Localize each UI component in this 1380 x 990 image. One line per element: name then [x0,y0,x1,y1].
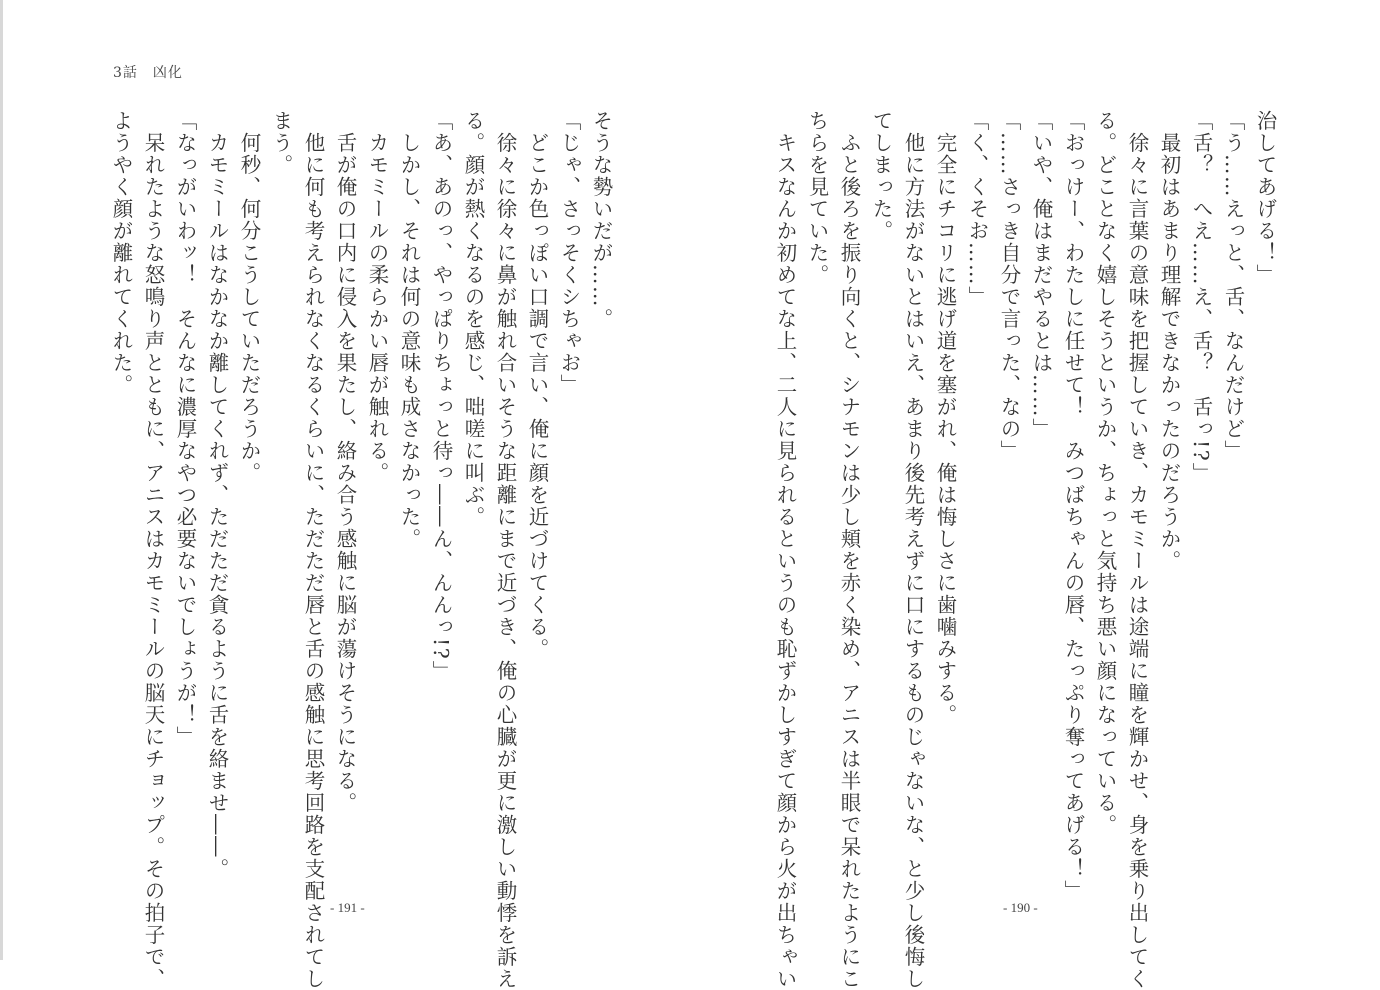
text-line: ちらを見ていた。 [805,110,829,286]
text-line: 「……さっき自分で言った、なの」 [997,110,1021,462]
text-line: 「あ、あのっ、やっぱりちょっと待っ――ん、んんっ!?」 [429,110,453,683]
text-line: 舌が俺の口内に侵入を果たし、絡み合う感触に脳が蕩けそうになる。 [333,110,357,814]
text-line: 徐々に言葉の意味を把握していき、カモミールは途端に瞳を輝かせ、身を乗り出してく [1125,110,1149,990]
text-line: カモミールはなかなか離してくれず、ただただ貪るように舌を絡ませ――。 [205,110,229,880]
text-line: 「おっけー、わたしに任せて！ みつばちゃんの唇、たっぷり奪ってあげる！」 [1061,110,1085,902]
page-number: - 190 - [1003,900,1038,915]
text-line: 治してあげる！」 [1253,110,1277,286]
text-line: る。顔が熱くなるのを感じ、咄嗟に叫ぶ。 [461,110,485,528]
page-number: - 191 - [330,900,365,915]
text-line: 呆れたような怒鳴り声とともに、アニスはカモミールの脳天にチョップ。その拍子で、 [141,110,165,990]
page-190 [690,0,1380,990]
text-line: てしまった。 [869,110,893,242]
text-line: まう。 [269,110,293,176]
text-line: 他に方法がないとはいえ、あまり後先考えずに口にするものじゃないな、と少し後悔し [901,110,925,990]
text-line: 「じゃ、さっそくシちゃお」 [557,110,581,396]
text-line: しかし、それは何の意味も成さなかった。 [397,110,421,550]
text-line: 「いや、俺はまだやるとは……」 [1029,110,1053,440]
text-line: 他に何も考えられなくなるくらいに、ただただ唇と舌の感触に思考回路を支配されてし [301,110,325,990]
text-line: キスなんか初めてな上、二人に見られるというのも恥ずかしすぎて顔から火が出ちゃい [773,110,797,990]
running-head-chapter-title: 3話 凶化 [113,65,183,81]
text-line: 徐々に徐々に鼻が触れ合いそうな距離にまで近づき、俺の心臓が更に激しい動悸を訴え [493,110,517,990]
text-line: どこか色っぽい口調で言い、俺に顔を近づけてくる。 [525,110,549,660]
text-line: カモミールの柔らかい唇が触れる。 [365,110,389,484]
text-line: 最初はあまり理解できなかったのだろうか。 [1157,110,1181,572]
text-line: る。どことなく嬉しそうというか、ちょっと気持ち悪い顔になっている。 [1093,110,1117,836]
text-line: ふと後ろを振り向くと、シナモンは少し頬を赤く染め、アニスは半眼で呆れたようにこ [837,110,861,990]
text-line: ようやく顔が離れてくれた。 [109,110,133,396]
text-line: 何秒、何分こうしていただろうか。 [237,110,261,484]
text-line: 「なっがいわッ！ そんなに濃厚なやつ必要ないでしょうが！」 [173,110,197,748]
text-line: 「舌？ へえ……え、舌？ 舌っ!?」 [1189,110,1213,485]
page-191 [3,0,690,990]
text-line: 完全にチコリに逃げ道を塞がれ、俺は悔しさに歯噛みする。 [933,110,957,726]
text-line: 「く、くそお……」 [965,110,989,308]
text-line: 「う……えっと、舌、なんだけど」 [1221,110,1245,462]
text-line: そうな勢いだが……。 [589,110,613,330]
